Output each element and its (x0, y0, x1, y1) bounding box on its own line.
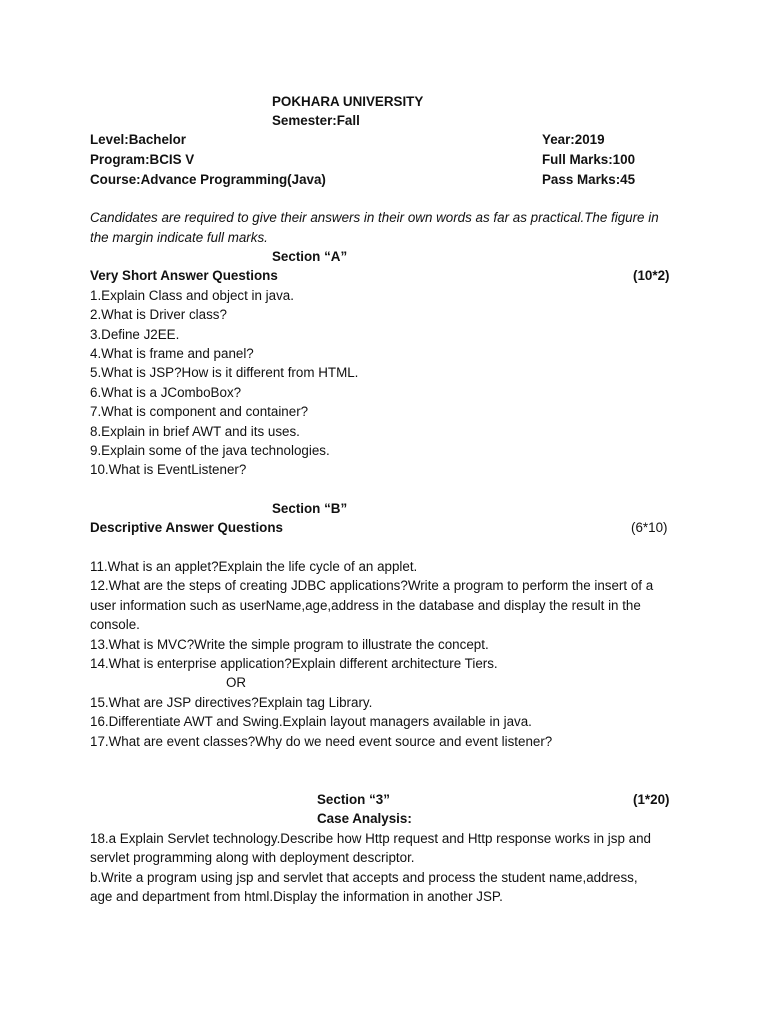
question-line: b.Write a program using jsp and servlet that accepts and process the student name,address, (90, 870, 638, 885)
section-c-title: Section “3” (317, 792, 390, 807)
section-a-title: Section “A” (272, 249, 348, 264)
question-line: console. (90, 617, 140, 632)
section-c-subtitle: Case Analysis: (317, 811, 412, 826)
question-line: 18.a Explain Servlet technology.Describe how Http request and Http response works in jsp and (90, 831, 651, 846)
question-item: 7.What is component and container? (90, 404, 309, 419)
pass-marks: Pass Marks:45 (542, 172, 636, 187)
section-c-marks: (1*20) (633, 792, 670, 807)
level: Level:Bachelor (90, 132, 187, 147)
question-item: 2.What is Driver class? (90, 307, 227, 322)
section-b-title: Section “B” (272, 501, 348, 516)
question-line: servlet programming along with deployment descriptor. (90, 850, 415, 865)
instructions-line: Candidates are required to give their answers in their own words as far as practical.The figure in (90, 210, 659, 225)
university-name: POKHARA UNIVERSITY (272, 94, 424, 109)
question-item: 10.What is EventListener? (90, 462, 247, 477)
semester: Semester:Fall (272, 113, 360, 128)
section-b-subtitle: Descriptive Answer Questions (90, 520, 283, 535)
question-item: 5.What is JSP?How is it different from HTML. (90, 365, 359, 380)
course: Course:Advance Programming(Java) (90, 172, 326, 187)
question-line: 17.What are event classes?Why do we need event source and event listener? (90, 734, 553, 749)
year: Year:2019 (542, 132, 605, 147)
instructions-line: the margin indicate full marks. (90, 230, 268, 245)
question-line: 15.What are JSP directives?Explain tag Library. (90, 695, 373, 710)
question-line: 13.What is MVC?Write the simple program to illustrate the concept. (90, 637, 489, 652)
program: Program:BCIS V (90, 152, 195, 167)
question-item: 3.Define J2EE. (90, 327, 180, 342)
question-line: age and department from html.Display the information in another JSP. (90, 889, 503, 904)
question-item: 8.Explain in brief AWT and its uses. (90, 424, 300, 439)
question-line: 11.What is an applet?Explain the life cycle of an applet. (90, 559, 418, 574)
question-line: user information such as userName,age,address in the database and display the result in the (90, 598, 641, 613)
question-line: 16.Differentiate AWT and Swing.Explain layout managers available in java. (90, 714, 532, 729)
section-a-marks: (10*2) (633, 268, 670, 283)
question-item: 1.Explain Class and object in java. (90, 288, 294, 303)
section-a-subtitle: Very Short Answer Questions (90, 268, 278, 283)
section-b-marks: (6*10) (631, 520, 668, 535)
question-line: 12.What are the steps of creating JDBC applications?Write a program to perform the insert of a (90, 578, 654, 593)
question-line: 14.What is enterprise application?Explain different architecture Tiers. (90, 656, 498, 671)
question-item: 6.What is a JComboBox? (90, 385, 242, 400)
question-item: 9.Explain some of the java technologies. (90, 443, 330, 458)
full-marks: Full Marks:100 (542, 152, 636, 167)
question-item: 4.What is frame and panel? (90, 346, 254, 361)
or-separator: OR (226, 675, 247, 690)
